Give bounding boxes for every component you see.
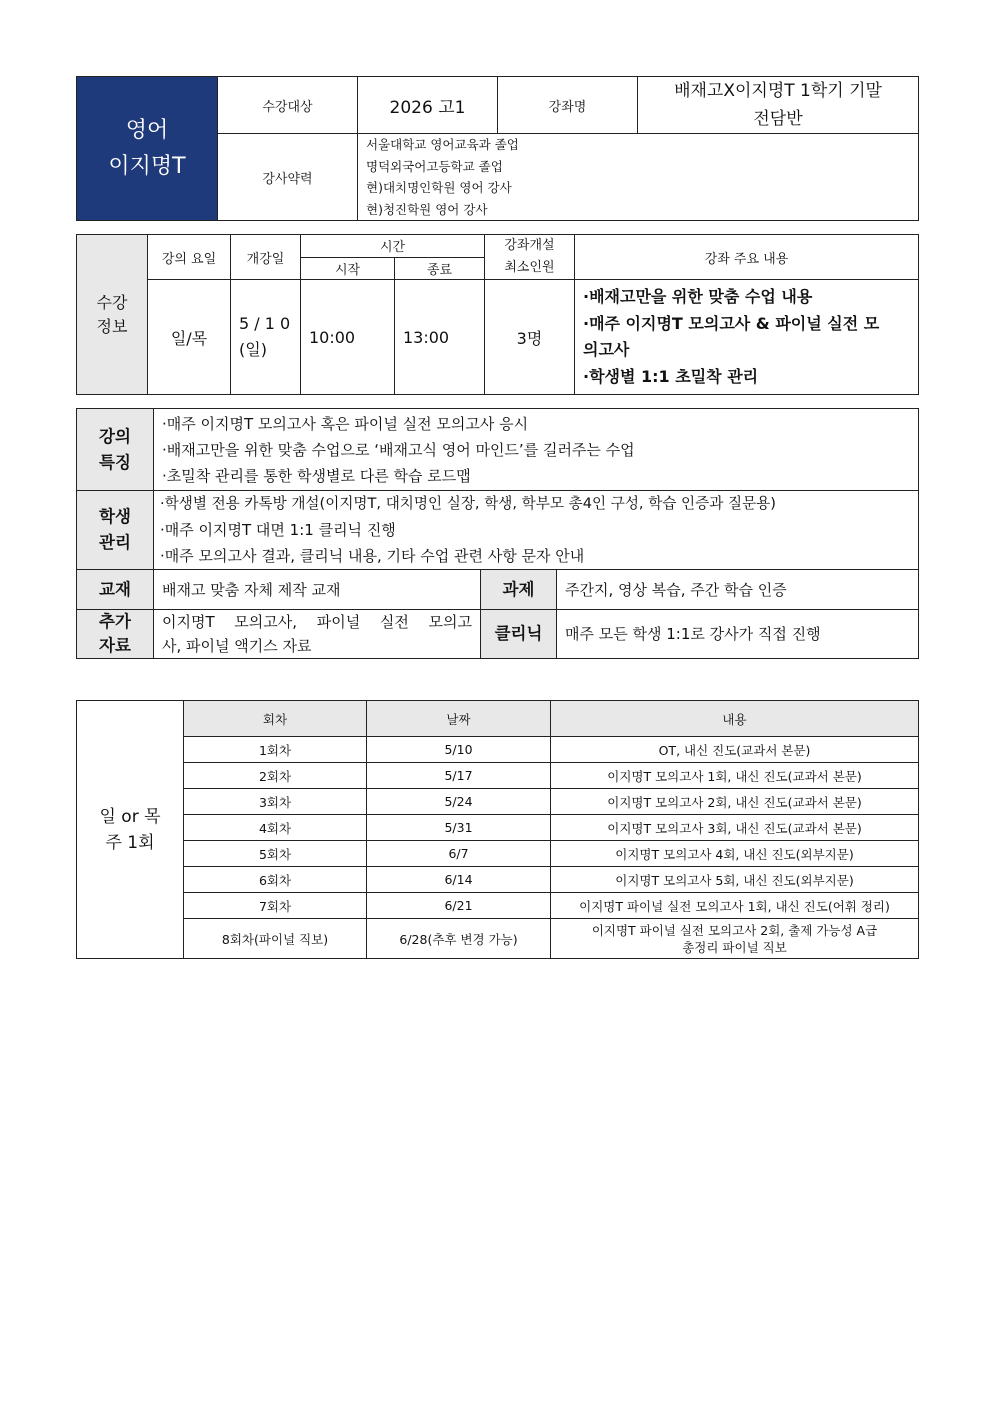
lecture-feature-item: ·배재고만을 위한 맞춤 수업으로 ‘배재고식 영어 마인드’를 길러주는 수업 <box>162 440 635 459</box>
date-cell: 6/28(추후 변경 가능) <box>367 919 551 959</box>
subject-teacher-block <box>77 77 218 221</box>
enroll-info-table <box>76 234 919 395</box>
student-label-1: 학생 <box>99 507 131 526</box>
course-title <box>638 77 919 134</box>
date-cell: 5/17 <box>367 763 551 789</box>
round-cell: 4회차 <box>184 815 367 841</box>
col-time-end: 종료 <box>395 257 485 280</box>
table-row <box>77 841 919 867</box>
date-cell: 6/14 <box>367 867 551 893</box>
table-row <box>77 867 919 893</box>
content-cell: 이지명T 모의고사 4회, 내신 진도(외부지문) <box>551 841 919 867</box>
round-cell: 1회차 <box>184 737 367 763</box>
content-cell: OT, 내신 진도(교과서 본문) <box>551 737 919 763</box>
round-cell: 2회차 <box>184 763 367 789</box>
textbook-label: 교재 <box>77 570 154 610</box>
bio-item: 현)청진학원 영어 강사 <box>366 201 488 217</box>
start-date-line-2: (일) <box>239 340 267 359</box>
content-item: ·학생별 1:1 초밀착 관리 <box>583 366 759 386</box>
enroll-section-label <box>77 235 148 395</box>
textbook-value: 배재고 맞춤 자체 제작 교재 <box>154 570 481 610</box>
col-min-line-2: 최소인원 <box>504 260 555 275</box>
student-care-label <box>77 491 154 570</box>
clinic-label: 클리닉 <box>481 610 557 659</box>
subject-label: 영어 <box>125 117 169 143</box>
extra-material-value <box>154 610 481 659</box>
col-day: 강의 요일 <box>148 235 231 280</box>
content-cell: 이지명T 모의고사 3회, 내신 진도(교과서 본문) <box>551 815 919 841</box>
bio-list <box>358 134 919 221</box>
schedule-side-label <box>77 701 184 959</box>
table-row <box>77 789 919 815</box>
round-cell: 7회차 <box>184 893 367 919</box>
target-label: 수강대상 <box>218 77 358 134</box>
lecture-feature-label <box>77 409 154 491</box>
course-label: 강좌명 <box>498 77 638 134</box>
date-cell: 5/31 <box>367 815 551 841</box>
lecture-label-2: 특징 <box>99 452 131 472</box>
col-content-header: 내용 <box>551 701 919 737</box>
table-row <box>77 893 919 919</box>
col-time-start: 시작 <box>301 257 395 280</box>
content-cell: 이지명T 모의고사 5회, 내신 진도(외부지문) <box>551 867 919 893</box>
lecture-feature-list <box>154 409 919 491</box>
content-item: ·배재고만을 위한 맞춤 수업 내용 <box>583 287 813 306</box>
col-start-date: 개강일 <box>231 235 301 280</box>
lecture-feature-item: ·매주 이지명T 모의고사 혹은 파이널 실전 모의고사 응시 <box>162 414 529 433</box>
date-cell: 5/10 <box>367 737 551 763</box>
course-title-line-2: 전담반 <box>753 109 803 129</box>
time-start-value: 10:00 <box>301 280 395 395</box>
bio-item: 서울대학교 영어교육과 졸업 <box>366 137 519 152</box>
schedule-table <box>76 700 919 959</box>
homework-value: 주간지, 영상 복습, 주간 학습 인증 <box>557 570 919 610</box>
content-cell: 이지명T 파이널 실전 모의고사 1회, 내신 진도(어휘 정리) <box>551 893 919 919</box>
student-label-2: 관리 <box>99 533 131 552</box>
content-cell: 이지명T 모의고사 1회, 내신 진도(교과서 본문) <box>551 763 919 789</box>
enroll-label-2: 정보 <box>96 316 128 336</box>
bio-label: 강사약력 <box>218 134 358 221</box>
extra-label-1: 추가 <box>99 612 131 631</box>
teacher-label: 이지명T <box>108 153 186 179</box>
student-care-item: ·학생별 전용 카톡방 개설(이지명T, 대치명인 실장, 학생, 학부모 총4인 구성, 학습 인증과 질문용) <box>160 495 776 512</box>
time-end-value: 13:00 <box>395 280 485 395</box>
homework-label: 과제 <box>481 570 557 610</box>
enroll-label-1: 수강 <box>96 292 128 312</box>
start-date-line-1: 5 / 1 0 <box>239 314 291 333</box>
side-line-2: 주 1회 <box>105 832 155 853</box>
col-content: 강좌 주요 내용 <box>575 235 919 280</box>
table-row <box>77 919 919 959</box>
course-header-table <box>76 76 919 221</box>
day-value: 일/목 <box>148 280 231 395</box>
clinic-value: 매주 모든 학생 1:1로 강사가 직접 진행 <box>557 610 919 659</box>
content-item: ·매주 이지명T 모의고사 & 파이널 실전 모 <box>583 313 880 333</box>
content-line-1: 이지명T 파이널 실전 모의고사 2회, 출제 가능성 A급 <box>591 922 878 938</box>
extra-value-line-2: 사, 파이널 액기스 자료 <box>162 637 312 655</box>
col-date-header: 날짜 <box>367 701 551 737</box>
date-cell: 5/24 <box>367 789 551 815</box>
bio-item: 현)대치명인학원 영어 강사 <box>366 180 512 195</box>
min-people-value: 3명 <box>485 280 575 395</box>
round-cell: 6회차 <box>184 867 367 893</box>
col-time: 시간 <box>301 235 485 258</box>
table-row <box>77 737 919 763</box>
course-title-line-1: 배재고X이지명T 1학기 기말 <box>674 81 882 101</box>
round-cell: 5회차 <box>184 841 367 867</box>
content-cell: 이지명T 모의고사 2회, 내신 진도(교과서 본문) <box>551 789 919 815</box>
content-item: 의고사 <box>583 340 630 359</box>
start-date-value <box>231 280 301 395</box>
round-cell: 8회차(파이널 직보) <box>184 919 367 959</box>
date-cell: 6/7 <box>367 841 551 867</box>
table-row <box>77 815 919 841</box>
extra-material-label <box>77 610 154 659</box>
date-cell: 6/21 <box>367 893 551 919</box>
col-min-people <box>485 235 575 280</box>
lecture-label-1: 강의 <box>99 426 131 446</box>
bio-item: 명덕외국어고등학교 졸업 <box>366 158 503 174</box>
content-cell <box>551 919 919 959</box>
table-row <box>77 763 919 789</box>
col-min-line-1: 강좌개설 <box>504 238 555 253</box>
side-line-1: 일 or 목 <box>99 806 161 827</box>
content-line-2: 총정리 파이널 직보 <box>682 939 787 955</box>
lecture-feature-item: ·초밀착 관리를 통한 학생별로 다른 학습 로드맵 <box>162 466 471 485</box>
col-round-header: 회차 <box>184 701 367 737</box>
content-list <box>575 280 919 395</box>
extra-label-2: 자료 <box>99 636 131 655</box>
student-care-list <box>154 491 919 570</box>
student-care-item: ·매주 이지명T 대면 1:1 클리닉 진행 <box>160 521 396 539</box>
extra-value-line-1: 이지명T 모의고사, 파이널 실전 모의고 <box>162 613 472 631</box>
round-cell: 3회차 <box>184 789 367 815</box>
target-value: 2026 고1 <box>358 77 498 134</box>
student-care-item: ·매주 모의고사 결과, 클리닉 내용, 기타 수업 관련 사항 문자 안내 <box>160 547 585 565</box>
features-table <box>76 408 919 659</box>
